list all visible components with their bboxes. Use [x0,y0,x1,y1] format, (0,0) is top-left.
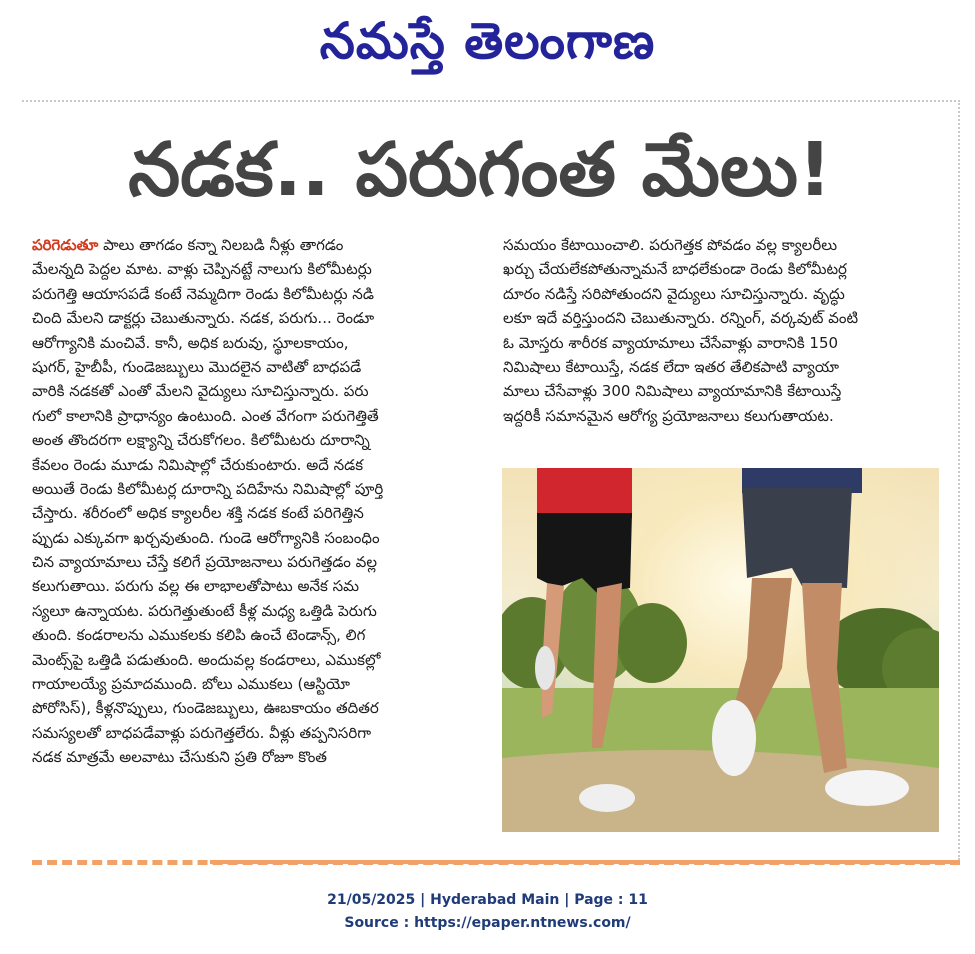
body-line: సమయం కేటాయించాలి. పరుగెత్తక పోవడం వల్ల క్యాలరీలు [503,236,838,254]
article-kicker: పరిగెడుతూ [32,236,99,254]
body-line: చేస్తారు. శరీరంలో అధిక క్యాలరీల శక్తి నడక కంటే పరిగెత్తిన [32,504,364,523]
runners-photo [502,468,939,832]
body-line: దూరం నడిస్తే సరిపోతుందని వైద్యులు సూచిస్తున్నారు. వృద్ధు [503,284,845,303]
bottom-solid-divider [210,860,960,864]
body-line: షుగర్, హైబీపీ, గుండెజబ్బులు మొదలైన వాటితో బాధపడే [32,357,362,376]
body-line: తుంది. కండరాలను ఎముకలకు కలిపి ఉంచే టెండాన్స్, లిగ [32,626,366,645]
body-line: ఆరోగ్యానికి మంచివే. కానీ, అధిక బరువు, స్థూలకాయం, [32,333,349,352]
body-line: అంత తొందరగా లక్ష్యాన్ని చేరుకోగలం. కిలోమీటరు దూరాన్ని [32,431,370,450]
body-line: చిన వ్యాయామాలు చేస్తే కలిగే ప్రయోజనాలు పరుగెత్తడం వల్ల [32,553,377,572]
newspaper-masthead: నమస్తే తెలంగాణ [319,12,656,70]
body-line: అయితే రెండు కిలోమీటర్ల దూరాన్ని పదిహేను నిమిషాల్లో పూర్తి [32,479,384,498]
body-line: నిమిషాలు కేటాయిస్తే, నడక లేదా ఇతర తేలికపాటి వ్యాయా [503,357,839,376]
body-line: కేవలం రెండు మూడు నిమిషాల్లో చేరుకుంటారు. అదే నడక [32,455,364,474]
body-line: కలుగుతాయి. పరుగు వల్ల ఈ లాభాలతోపాటు అనేక సమ [32,577,360,596]
first-line [32,233,484,257]
top-divider [22,100,960,102]
body-line: గాయాలయ్యే ప్రమాదముంది. బోలు ఎముకలు (ఆస్టియో [32,675,350,694]
article-column-left [32,233,484,770]
article-column-right [503,233,936,428]
body-line: వారికి నడకతో ఎంతో మేలని వైద్యులు సూచిస్తున్నారు. పరు [32,382,369,401]
right-divider [958,100,960,860]
body-line: పాలు తాగడం కన్నా నిలబడి నీళ్లు తాగడం [98,236,344,254]
body-line: మేలన్నది పెద్దల మాట. వాళ్లు చెప్పినట్టే నాలుగు కిలోమీటర్లు [32,260,372,279]
body-line: ఓ మోస్తరు శారీరక వ్యాయామాలు చేసేవాళ్లు వారానికి 150 [503,333,839,352]
body-line: ఖర్చు చేయలేకపోతున్నామనే బాధలేకుండా రెండు కిలోమీటర్ల [503,260,847,279]
body-line: సమస్యలతో బాధపడేవాళ్లు పరుగెత్తలేరు. వీళ్లు తప్పనిసరిగా [32,723,372,742]
body-line: మెంట్స్‌పై ఒత్తిడి పడుతుంది. అందువల్ల కండరాలు, ఎముకల్లో [32,650,381,669]
body-line: పరుగెత్తి ఆయాసపడే కంటే నెమ్మదిగా రెండు కిలోమీటర్లు నడి [32,284,374,303]
runners-illustration [502,468,939,832]
body-line: గులో కాలానికి ప్రాధాన్యం ఉంటుంది. ఎంత వేగంగా పరుగెత్తితే [32,406,379,425]
body-line: మాలు చేసేవాళ్లు 300 నిమిషాలు వ్యాయామానికి కేటాయిస్తే [503,382,842,401]
article-headline: నడక.. పరుగంత మేలు! [128,127,832,213]
body-line: ఇద్దరికీ సమానమైన ఆరోగ్య ప్రయోజనాలు కలుగుతాయట. [503,406,834,425]
footer-date-edition: 21/05/2025 | Hyderabad Main | Page : 11 [327,892,648,908]
body-line: పోరోసిస్), కీళ్లనొప్పులు, గుండెజబ్బులు, ఊబకాయం తదితర [32,699,379,718]
body-line: లకూ ఇదే వర్తిస్తుందని చెబుతున్నారు. రన్నింగ్, వర్కవుట్ వంటి [503,309,859,328]
body-line: ప్పుడు ఎక్కువగా ఖర్చవుతుంది. గుండె ఆరోగ్యానికి సంబంధిం [32,528,380,547]
body-line: స్యలూ ఉన్నాయట. పరుగెత్తుతుంటే కీళ్ల మధ్య ఒత్తిడి పెరుగు [32,601,377,620]
footer-source: Source : https://epaper.ntnews.com/ [344,915,631,931]
body-line: చింది మేలని డాక్టర్లు చెబుతున్నారు. నడక, పరుగు... రెండూ [32,309,375,328]
body-line: నడక మాత్రమే అలవాటు చేసుకుని ప్రతి రోజూ కొంత [32,748,327,767]
